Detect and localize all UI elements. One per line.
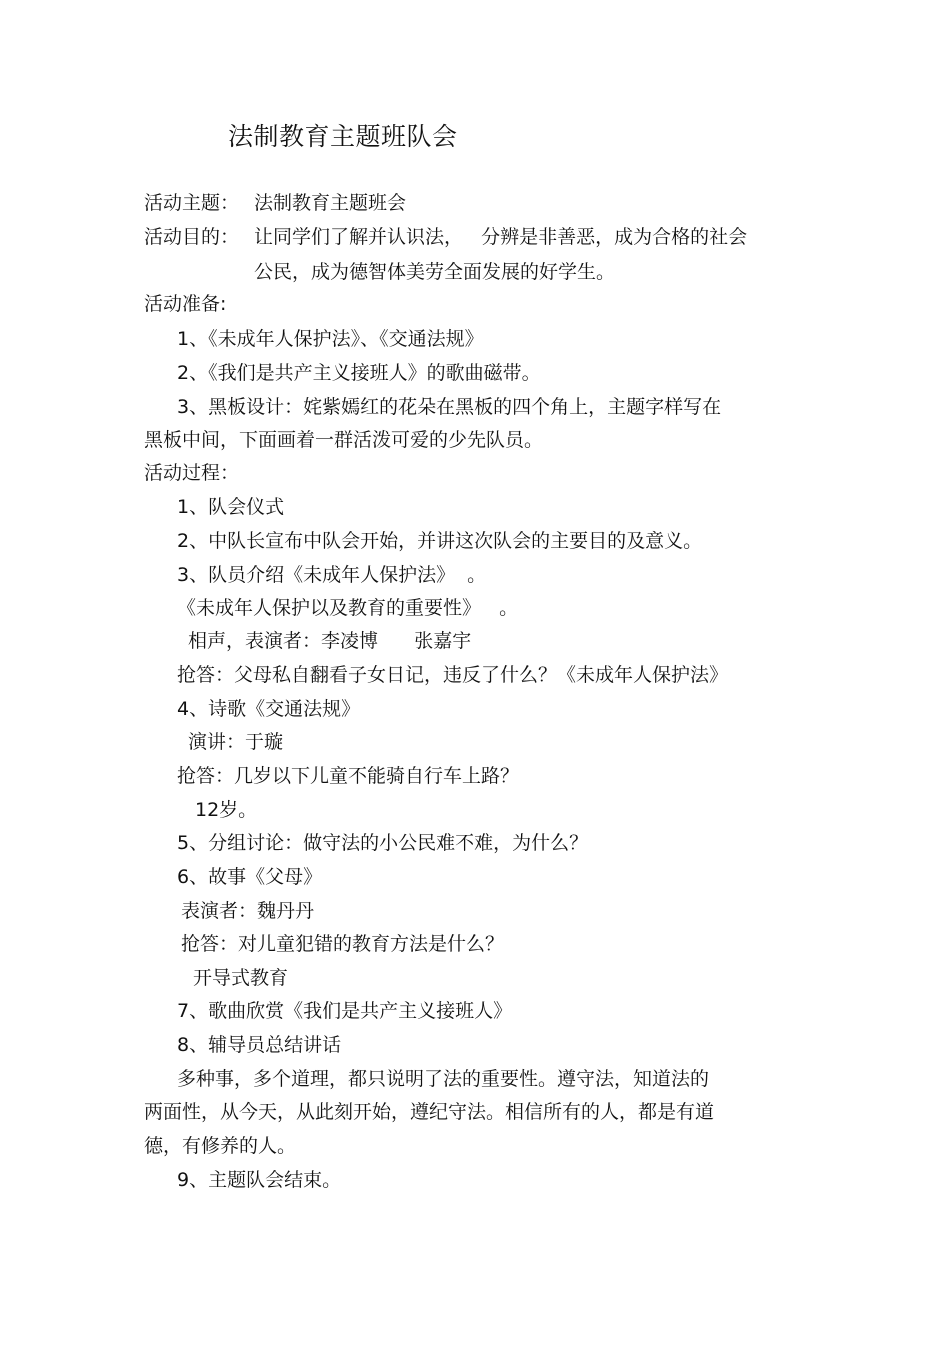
process-step-9: 9、主题队会结束。	[177, 1169, 342, 1191]
process-step-7: 7、歌曲欣赏《我们是共产主义接班人》	[177, 1000, 513, 1022]
process-step-2: 2、中队长宣布中队会开始，并讲这次队会的主要目的及意义。	[177, 530, 703, 552]
process-step-1: 1、队会仪式	[177, 496, 285, 518]
process-step-3-topic: 《未成年人保护以及教育的重要性》 。	[177, 597, 519, 619]
summary-line-1: 多种事，多个道理，都只说明了法的重要性。遵守法，知道法的	[177, 1068, 710, 1090]
process-step-5: 5、分组讨论：做守法的小公民难不难，为什么？	[177, 832, 589, 854]
process-step-6: 6、故事《父母》	[177, 866, 323, 888]
purpose-label: 活动目的：	[144, 226, 240, 248]
process-step-4-speech: 演讲：于璇	[188, 731, 284, 753]
process-step-4-answer: 12岁。	[195, 799, 258, 821]
process-step-3-quiz: 抢答：父母私自翻看子女日记，违反了什么？《未成年人保护法》	[177, 664, 729, 686]
purpose-line-1: 让同学们了解并认识法， 分辨是非善恶，成为合格的社会	[254, 226, 748, 248]
process-step-3-performance: 相声，表演者：李凌博 张嘉宇	[188, 630, 472, 652]
prep-item-3-continued: 黑板中间，下面画着一群活泼可爱的少先队员。	[144, 429, 544, 451]
process-step-6-performer: 表演者：魏丹丹	[181, 900, 315, 922]
summary-line-3: 德，有修养的人。	[144, 1135, 297, 1157]
process-step-6-answer: 开导式教育	[193, 967, 289, 989]
process-step-8: 8、辅导员总结讲话	[177, 1034, 342, 1056]
theme-value: 法制教育主题班会	[254, 192, 407, 214]
prep-item-2: 2、《我们是共产主义接班人》的歌曲磁带。	[177, 362, 541, 384]
prep-item-3: 3、黑板设计：姹紫嫣红的花朵在黑板的四个角上，主题字样写在	[177, 396, 722, 418]
purpose-line-2: 公民，成为德智体美劳全面发展的好学生。	[254, 261, 616, 283]
prep-item-1: 1、《未成年人保护法》、《交通法规》	[177, 328, 484, 350]
process-step-6-quiz: 抢答：对儿童犯错的教育方法是什么？	[181, 933, 505, 955]
process-heading: 活动过程：	[144, 462, 240, 484]
summary-line-2: 两面性，从今天，从此刻开始，遵纪守法。相信所有的人，都是有道	[144, 1101, 715, 1123]
process-step-4-quiz: 抢答：几岁以下儿童不能骑自行车上路？	[177, 765, 520, 787]
process-step-3: 3、队员介绍《未成年人保护法》 。	[177, 564, 487, 586]
document-title: 法制教育主题班队会	[228, 122, 458, 151]
prep-heading: 活动准备:	[144, 293, 227, 315]
theme-label: 活动主题：	[144, 192, 240, 214]
process-step-4: 4、诗歌《交通法规》	[177, 698, 361, 720]
